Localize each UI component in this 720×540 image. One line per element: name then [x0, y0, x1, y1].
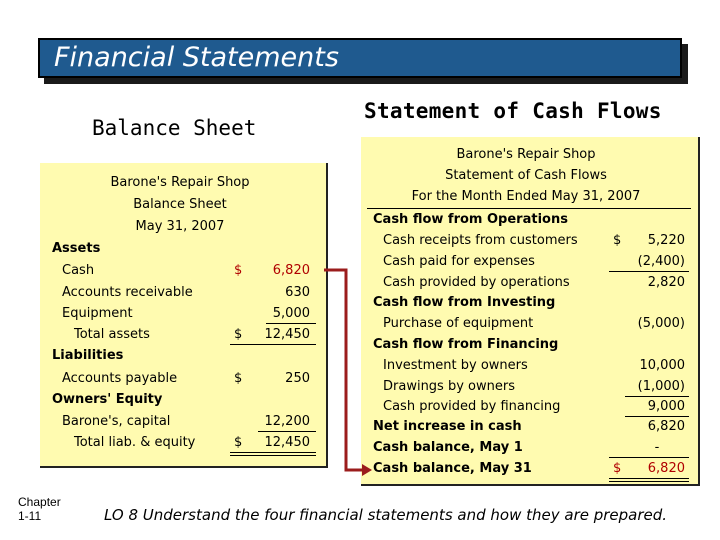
cf-drawings-label: Drawings by owners [383, 379, 515, 394]
cash-flows-heading: Statement of Cash Flows [364, 99, 662, 123]
bs-capital-underline [258, 431, 316, 432]
bs-date: May 31, 2007 [135, 219, 225, 234]
balance-sheet-heading: Balance Sheet [92, 116, 257, 140]
cf-statement-name: Statement of Cash Flows [445, 168, 607, 183]
cf-investment-label: Investment by owners [383, 358, 528, 373]
bs-total-le-dollar: $ [234, 435, 243, 450]
cf-investing-label: Cash flow from Investing [373, 295, 556, 310]
cf-receipts-dollar: $ [613, 233, 622, 248]
cf-period: For the Month Ended May 31, 2007 [411, 189, 641, 204]
bs-total-le-label: Total liab. & equity [74, 435, 196, 450]
bs-cash-label: Cash [62, 263, 95, 278]
bs-cash-dollar: $ [234, 263, 243, 278]
bs-liabilities-label: Liabilities [52, 348, 124, 363]
cf-end-value: 6,820 [647, 461, 685, 476]
cf-fin-total-label: Cash provided by financing [383, 399, 561, 414]
cf-receipts-value: 5,220 [647, 233, 685, 248]
bs-capital-value: 12,200 [264, 414, 310, 429]
bs-statement-name: Balance Sheet [133, 197, 227, 212]
bs-cash-value: 6,820 [272, 263, 310, 278]
bs-total-le-underline-1 [230, 452, 316, 453]
cf-purchase-label: Purchase of equipment [383, 316, 534, 331]
bs-ap-value: 250 [285, 371, 310, 386]
bs-company: Barone's Repair Shop [110, 175, 250, 190]
cf-paid-label: Cash paid for expenses [383, 254, 535, 269]
cf-paid-value: (2,400) [637, 254, 685, 269]
cf-begin-label: Cash balance, May 1 [373, 440, 523, 455]
cf-ops-total-value: 2,820 [647, 275, 685, 290]
bs-total-assets-dollar: $ [234, 327, 243, 342]
bs-ar-label: Accounts receivable [62, 285, 193, 300]
cf-investment-value: 10,000 [639, 358, 685, 373]
balance-sheet-panel [40, 163, 328, 468]
bs-ap-dollar: $ [234, 371, 243, 386]
bs-total-assets-label: Total assets [74, 327, 150, 342]
cf-drawings-underline [625, 396, 689, 397]
bs-total-le-underline-2 [230, 455, 316, 456]
page-title: Financial Statements [54, 42, 339, 73]
cf-fin-total-value: 9,000 [647, 399, 685, 414]
bs-assets-label: Assets [52, 241, 101, 256]
cf-financing-label: Cash flow from Financing [373, 337, 559, 352]
cf-net-label: Net increase in cash [373, 419, 522, 434]
cf-header-underline [367, 208, 691, 209]
cf-begin-underline [609, 457, 689, 458]
cf-end-dollar: $ [613, 461, 622, 476]
bs-equipment-label: Equipment [62, 306, 133, 321]
bs-capital-label: Barone's, capital [62, 414, 171, 429]
bs-total-assets-value: 12,450 [264, 327, 310, 342]
cf-fin-total-underline [625, 416, 689, 417]
cf-receipts-label: Cash receipts from customers [383, 233, 578, 248]
cash-flows-panel [361, 137, 700, 486]
cf-paid-underline [609, 271, 689, 272]
cf-end-label: Cash balance, May 31 [373, 461, 532, 476]
bs-ar-value: 630 [285, 285, 310, 300]
bs-total-assets-underline [230, 344, 316, 345]
cf-drawings-value: (1,000) [637, 379, 685, 394]
bs-equipment-value: 5,000 [272, 306, 310, 321]
bs-owners-equity-label: Owners' Equity [52, 392, 163, 407]
chapter-label [18, 495, 61, 523]
bs-equipment-underline [266, 323, 316, 324]
cf-end-underline-2 [609, 481, 689, 482]
cf-end-underline-1 [609, 478, 689, 479]
cf-operations-label: Cash flow from Operations [373, 212, 568, 227]
cf-purchase-value: (5,000) [637, 316, 685, 331]
chapter-word: Chapter [18, 495, 61, 509]
chapter-page: 1-11 [18, 509, 42, 523]
cf-begin-value: - [654, 440, 660, 455]
cf-ops-total-label: Cash provided by operations [383, 275, 570, 290]
learning-objective: LO 8 Understand the four financial statements and how they are prepared. [104, 506, 668, 524]
bs-total-le-value: 12,450 [264, 435, 310, 450]
cf-net-value: 6,820 [647, 419, 685, 434]
bs-ap-label: Accounts payable [62, 371, 178, 386]
cf-company: Barone's Repair Shop [456, 147, 596, 162]
